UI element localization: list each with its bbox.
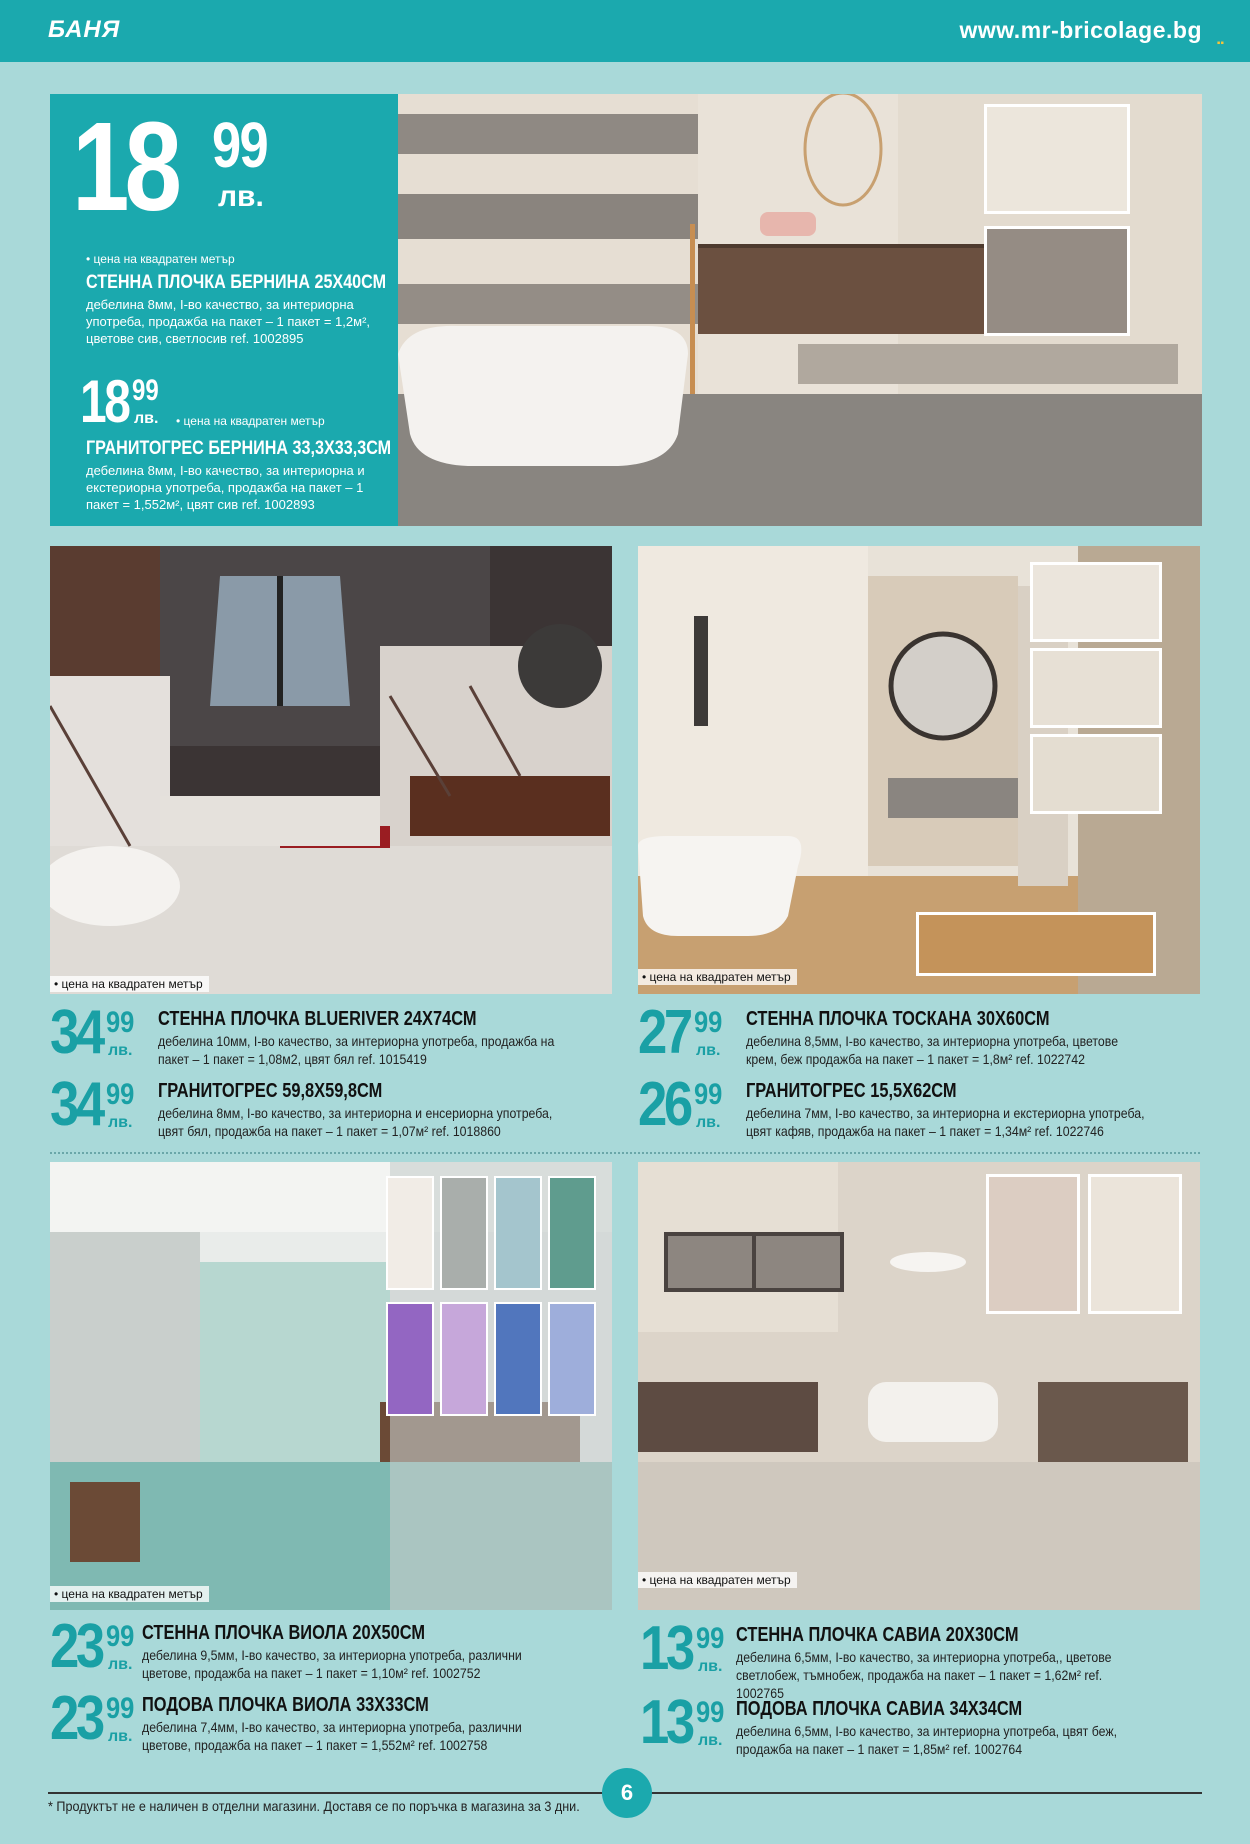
tile-swatch-light-beige — [1088, 1174, 1182, 1314]
product-desc: дебелина 8мм, I-во качество, за интериорна и енсериорна употреба, цвят бял, продажба на пакет – 1 пакет = 1,07м² ref. 1018860 — [158, 1105, 553, 1139]
hero-price-large: 18 99 лв. — [72, 96, 268, 237]
unit-label: • цена на квадратен метър — [50, 976, 209, 992]
product-price-viola-wall: 23 99 лв. СТЕННА ПЛОЧКА ВИОЛА 20Х50СМ дебелина 9,5мм, I-во качество, за интериорна употреба, различни цветове, продажба на пакет – 1 пакет = 1,10м² ref. 1002752 — [50, 1618, 620, 1680]
tile-swatch-violet — [386, 1302, 434, 1416]
tile-swatch-blue — [494, 1302, 542, 1416]
product-desc: дебелина 9,5мм, I-во качество, за интериорна употреба, различни цветове, продажба на пакет – 1 пакет = 1,10м² ref. 1002752 — [142, 1647, 522, 1681]
tile-swatch-cream-3 — [1030, 734, 1162, 814]
tile-swatch-lilac — [440, 1302, 488, 1416]
tile-swatch-periwinkle — [548, 1302, 596, 1416]
tile-swatch-cream-1 — [1030, 562, 1162, 642]
hero-unit-label: • цена на квадратен метър — [86, 252, 235, 266]
product-price-viola-floor: 23 99 лв. ПОДОВА ПЛОЧКА ВИОЛА 33Х33СМ дебелина 7,4мм, I-во качество, за интериорна употреба, различни цветове, продажба на пакет – 1 пакет = 1,552м² ref. 1002758 — [50, 1690, 620, 1752]
product-desc: дебелина 6,5мм, I-во качество, за интериорна употреба,, цветове светлобеж, тъмнобеж, продажба на пакет – 1 пакет = 1,62м² ref. 1002765 — [736, 1649, 1112, 1701]
product-title: СТЕННА ПЛОЧКА BLUERIVER 24Х74СМ — [158, 1008, 477, 1030]
product-title: СТЕННА ПЛОЧКА ВИОЛА 20Х50СМ — [142, 1622, 426, 1644]
hero-product-title: СТЕННА ПЛОЧКА БЕРНИНА 25Х40СМ — [86, 272, 387, 293]
product-price-savia-wall: 13 99 лв. СТЕННА ПЛОЧКА САВИА 20Х30СМ дебелина 6,5мм, I-во качество, за интериорна употреба,, цветове светлобеж, тъмнобеж, продажба на пакет – 1 пакет = 1,62м² ref. 1002765 — [640, 1620, 1210, 1682]
viola-bathroom-photo — [50, 1162, 612, 1610]
footnote: * Продуктът не е наличен в отделни магазини. Доставя се по поръчка в магазина за 3 дни. — [48, 1798, 587, 1814]
toscana-bathroom-photo — [638, 546, 1200, 994]
tile-swatch-green — [548, 1176, 596, 1290]
section-title: БАНЯ — [48, 16, 121, 43]
hero-unit-label-2: • цена на квадратен метър — [176, 414, 325, 428]
tile-swatch-grey — [984, 226, 1130, 336]
product-desc: дебелина 7,4мм, I-во качество, за интериорна употреба, различни цветове, продажба на пакет – 1 пакет = 1,552м² ref. 1002758 — [142, 1719, 522, 1753]
hero-product-title-2: ГРАНИТОГРЕС БЕРНИНА 33,3Х33,3СМ — [86, 438, 392, 459]
product-title: ГРАНИТОГРЕС 15,5Х62СМ — [746, 1080, 957, 1102]
page-number: 6 — [602, 1768, 652, 1818]
product-title: ПОДОВА ПЛОЧКА ВИОЛА 33Х33СМ — [142, 1694, 429, 1716]
product-price-toscana: 27 99 лв. СТЕННА ПЛОЧКА ТОСКАНА 30Х60СМ дебелина 8,5мм, I-во качество, за интериорна употреба, цветове крем, беж продажба на пакет – 1 пакет = 1,8м² ref. 1022742 — [638, 1004, 1208, 1066]
product-price-granitogres-155: 26 99 лв. ГРАНИТОГРЕС 15,5Х62СМ дебелина 7мм, I-во качество, за интериорна и екстериорна употреба, цвят кафяв, продажба на пакет – 1 пакет = 1,34м² ref. 1022746 — [638, 1076, 1208, 1138]
hero-product-desc: дебелина 8мм, I-во качество, за интериорна употреба, продажба на пакет – 1 пакет = 1,2м², цветове сив, светлосив ref. 1002895 — [86, 297, 371, 346]
tile-swatch-grey — [440, 1176, 488, 1290]
page-header — [0, 0, 1250, 62]
unit-label: • цена на квадратен метър — [638, 969, 797, 985]
hero-price-small: 18 99 лв. — [80, 368, 159, 435]
tile-swatch-dark-beige — [986, 1174, 1080, 1314]
tile-swatch-cream-2 — [1030, 648, 1162, 728]
blueriver-bathroom-photo — [50, 546, 612, 994]
section-divider — [50, 1152, 1200, 1154]
product-desc: дебелина 10мм, I-во качество, за интериорна употреба, продажба на пакет – 1 пакет = 1,08м2, цвят бял ref. 1015419 — [158, 1033, 555, 1067]
product-desc: дебелина 8,5мм, I-во качество, за интериорна употреба, цветове крем, беж продажба на пакет – 1 пакет = 1,8м² ref. 1022742 — [746, 1033, 1119, 1067]
unit-label: • цена на квадратен метър — [638, 1572, 797, 1588]
product-desc: дебелина 6,5мм, I-во качество, за интериорна употреба, цвят беж, продажба на пакет – 1 пакет = 1,85м² ref. 1002764 — [736, 1723, 1118, 1757]
brand-dots-icon: ▪▪ — [1216, 38, 1224, 49]
product-title: СТЕННА ПЛОЧКА САВИА 20Х30СМ — [736, 1624, 1019, 1646]
savia-bathroom-photo — [638, 1162, 1200, 1610]
product-desc: дебелина 7мм, I-во качество, за интериорна и екстериорна употреба, цвят кафяв, продажба на пакет – 1 пакет = 1,34м² ref. 1022746 — [746, 1105, 1145, 1139]
tile-swatch-wood — [916, 912, 1156, 976]
tile-swatch-white — [386, 1176, 434, 1290]
product-price-granitogres-598: 34 99 лв. ГРАНИТОГРЕС 59,8Х59,8СМ дебелина 8мм, I-во качество, за интериорна и енсериорна употреба, цвят бял, продажба на пакет – 1 пакет = 1,07м² ref. 1018860 — [50, 1076, 620, 1138]
product-title: ПОДОВА ПЛОЧКА САВИА 34Х34СМ — [736, 1698, 1023, 1720]
website-link[interactable]: www.mr-bricolage.bg — [959, 17, 1202, 43]
unit-label: • цена на квадратен метър — [50, 1586, 209, 1602]
product-title: СТЕННА ПЛОЧКА ТОСКАНА 30Х60СМ — [746, 1008, 1050, 1030]
product-price-blueriver: 34 99 лв. СТЕННА ПЛОЧКА BLUERIVER 24Х74СМ дебелина 10мм, I-во качество, за интериорна употреба, продажба на пакет – 1 пакет = 1,08м2, цвят бял ref. 1015419 — [50, 1004, 620, 1066]
tile-swatch-light-blue — [494, 1176, 542, 1290]
product-price-savia-floor: 13 99 лв. ПОДОВА ПЛОЧКА САВИА 34Х34СМ дебелина 6,5мм, I-во качество, за интериорна употреба, цвят беж, продажба на пакет – 1 пакет = 1,85м² ref. 1002764 — [640, 1694, 1210, 1756]
hero-price-panel — [50, 94, 398, 526]
hero-bathroom-photo — [398, 94, 1202, 526]
product-title: ГРАНИТОГРЕС 59,8Х59,8СМ — [158, 1080, 383, 1102]
hero-product-desc-2: дебелина 8мм, I-во качество, за интериорна и екстериорна употреба, продажба на пакет – 1 пакет = 1,552м², цвят сив ref. 1002893 — [86, 463, 365, 512]
tile-swatch-light — [984, 104, 1130, 214]
